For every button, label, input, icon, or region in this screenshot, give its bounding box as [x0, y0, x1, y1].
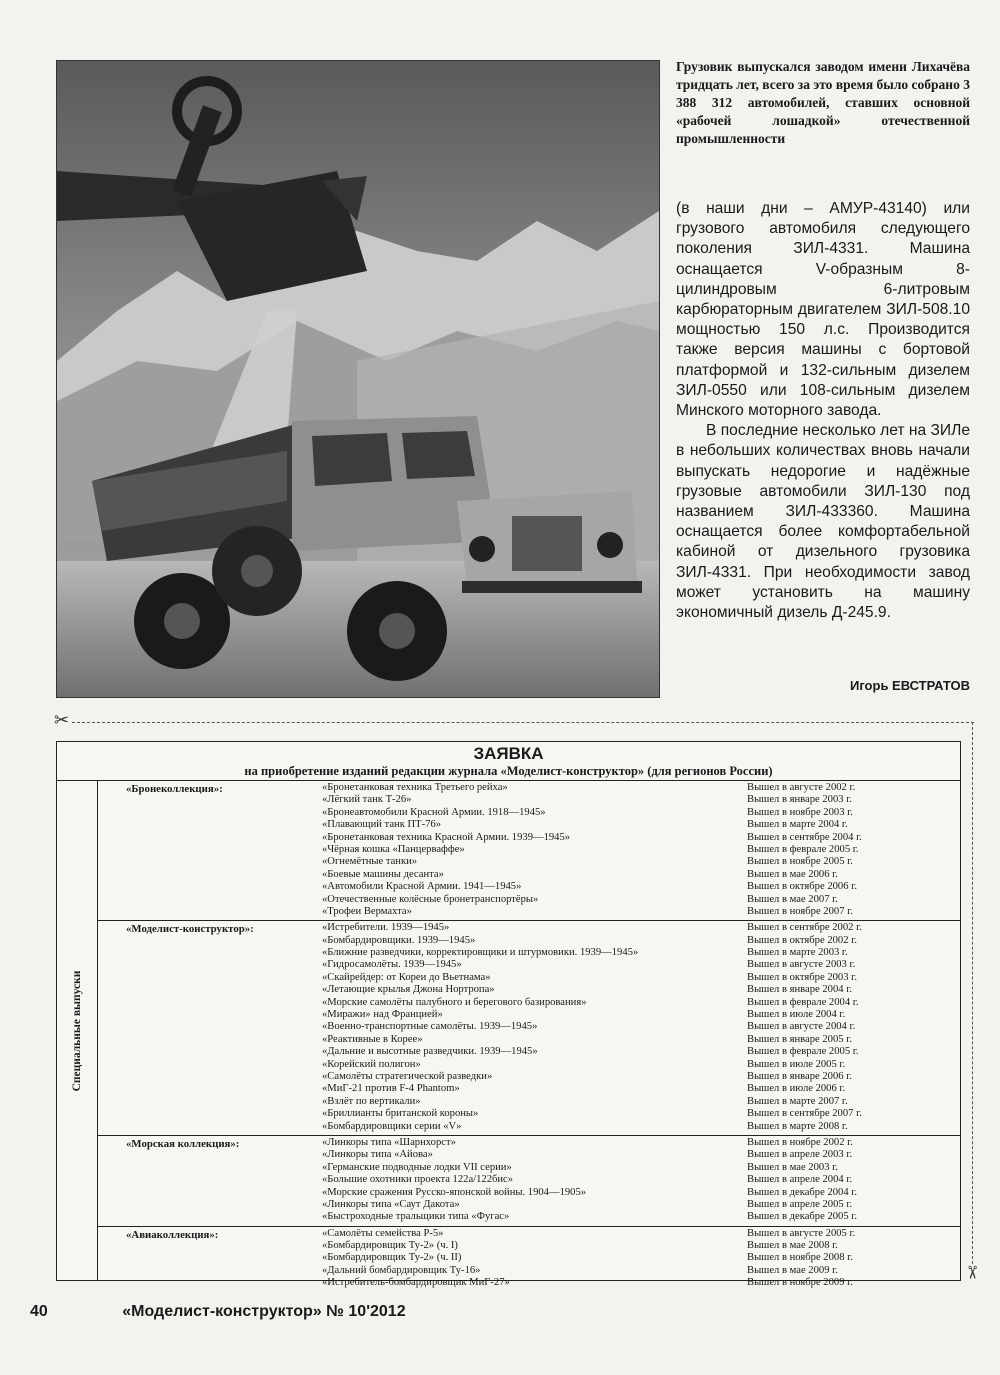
issue-date: Вышел в марте 2007 г. — [747, 1095, 848, 1107]
issue-title: «Трофеи Вермахта» — [322, 905, 412, 917]
issue-title: «Истребители. 1939—1945» — [322, 922, 450, 934]
paragraph: (в наши дни – АМУР-43140) или грузового автомобиля следующего поколения ЗИЛ-4331. Машина оснащается V-образным 8-цилиндровым 6-литровым карбюраторным двигателем ЗИЛ-508.10 мощностью 150 л.с. Производится также версия машины с бортовой платформой и 132-сильным дизелем ЗИЛ-0550 или 108-сильным дизелем Минского моторного завода. — [676, 200, 970, 420]
issue-date: Вышел в апреле 2003 г. — [747, 1149, 853, 1161]
issue-title: «Бронеавтомобили Красной Армии. 1918—1945» — [322, 806, 546, 818]
order-row — [98, 856, 960, 868]
issue-title: «Корейский полигон» — [322, 1058, 421, 1070]
order-row — [98, 881, 960, 893]
issue-title: «Линкоры типа «Айова» — [322, 1149, 433, 1161]
magazine-issue: «Моделист-конструктор» № 10'2012 — [122, 1303, 406, 1320]
issue-date: Вышел в мае 2003 г. — [747, 1161, 838, 1173]
order-title: ЗАЯВКА — [473, 744, 544, 763]
issue-date: Вышел в январе 2006 г. — [747, 1070, 853, 1082]
order-row — [98, 1252, 960, 1264]
order-row — [98, 1265, 960, 1277]
issue-date: Вышел в ноябре 2002 г. — [747, 1136, 853, 1148]
order-row — [98, 935, 960, 947]
issue-date: Вышел в июле 2005 г. — [747, 1058, 846, 1070]
order-row — [98, 1211, 960, 1223]
order-header — [57, 742, 960, 781]
page-number: 40 — [30, 1303, 48, 1320]
issue-title: «Линкоры типа «Шарнхорст» — [322, 1136, 456, 1148]
issue-title: «Чёрная кошка «Панцерваффе» — [322, 843, 465, 855]
order-row — [98, 1009, 960, 1021]
issue-date: Вышел в ноябре 2008 г. — [747, 1252, 853, 1264]
order-row — [98, 1059, 960, 1071]
order-row — [98, 959, 960, 971]
issue-date: Вышел в сентябре 2004 г. — [747, 831, 862, 843]
issue-date: Вышел в октябре 2006 г. — [747, 881, 857, 893]
order-row — [98, 997, 960, 1009]
issue-title: «Дальние и высотные разведчики. 1939—1945» — [322, 1046, 538, 1058]
issue-date: Вышел в ноябре 2003 г. — [747, 806, 853, 818]
order-group — [98, 1136, 960, 1227]
order-group — [98, 1227, 960, 1292]
order-row — [98, 1149, 960, 1161]
issue-title: «Бомбардировщики серии «V» — [322, 1120, 462, 1132]
issue-title: «МиГ-21 против F-4 Phantom» — [322, 1083, 460, 1095]
issue-title: «Плавающий танк ПТ-76» — [322, 819, 442, 831]
group-name: «Моделист-конструктор»: — [126, 923, 254, 936]
issue-title: «Бомбардировщики. 1939—1945» — [322, 934, 476, 946]
scissors-icon: ✂ — [54, 710, 70, 731]
issue-date: Вышел в феврале 2004 г. — [747, 996, 859, 1008]
issue-date: Вышел в сентябре 2007 г. — [747, 1108, 862, 1120]
truck-photo-illustration — [57, 61, 659, 697]
issue-title: «Большие охотники проекта 122а/122бис» — [322, 1174, 514, 1186]
article-body — [676, 199, 970, 623]
paragraph: В последние несколько лет на ЗИЛе в небольших количествах вновь начали выпускать недорогие и надёжные грузовые автомобили ЗИЛ-130 под названием ЗИЛ-433360. Машина оснащается более комфортабельной кабиной от дизельного грузовика ЗИЛ-4331. При необходимости завод может установить на машину экономичный дизель Д-245.9. — [676, 422, 971, 622]
issue-title: «Дальний бомбардировщик Ту-16» — [322, 1264, 481, 1276]
order-row — [98, 819, 960, 831]
issue-date: Вышел в марте 2004 г. — [747, 819, 848, 831]
issue-title: «Истребитель-бомбардировщик МиГ-27» — [322, 1277, 510, 1289]
order-form — [56, 741, 961, 1289]
issue-title: «Военно-транспортные самолёты. 1939—1945» — [322, 1021, 538, 1033]
issue-title: «Морские сражения Русско-японской войны. 1904—1905» — [322, 1186, 587, 1198]
order-groups — [98, 781, 960, 1289]
issue-date: Вышел в мае 2009 г. — [747, 1264, 838, 1276]
photo-caption: Грузовик выпускался заводом имени Лихачёва тридцать лет, всего за это время было собрано 3 388 312 автомобилей, ставших основной «рабочей лошадкой» отечественной промышленности — [676, 59, 970, 146]
order-row — [98, 922, 960, 934]
issue-date: Вышел в январе 2004 г. — [747, 984, 853, 996]
issue-title: «Отечественные колёсные бронетранспортёры» — [322, 893, 539, 905]
issue-title: «Бронетанковая техника Красной Армии. 1939—1945» — [322, 831, 571, 843]
issue-title: «Бомбардировщик Ту-2» (ч. I) — [322, 1240, 458, 1252]
issue-date: Вышел в июле 2004 г. — [747, 1009, 846, 1021]
issue-title: «Огнемётные танки» — [322, 856, 418, 868]
issue-title: «Гидросамолёты. 1939—1945» — [322, 959, 462, 971]
issue-date: Вышел в марте 2008 г. — [747, 1120, 848, 1132]
issue-title: «Взлёт по вертикали» — [322, 1095, 421, 1107]
issue-date: Вышел в январе 2005 г. — [747, 1033, 853, 1045]
issue-title: «Германские подводные лодки VII серии» — [322, 1161, 512, 1173]
issue-title: «Миражи» над Францией» — [322, 1009, 443, 1021]
author-byline: Игорь ЕВСТРАТОВ — [849, 678, 970, 693]
order-row — [98, 972, 960, 984]
order-row — [98, 1228, 960, 1240]
issue-title: «Боевые машины десанта» — [322, 868, 444, 880]
order-row — [98, 869, 960, 881]
order-row — [98, 807, 960, 819]
page-footer — [30, 1303, 406, 1321]
order-subtitle: на приобретение изданий редакции журнала «Моделист-конструктор» (для регионов России) — [244, 764, 773, 778]
order-group — [98, 921, 960, 1136]
issue-title: «Самолёты стратегической разведки» — [322, 1070, 493, 1082]
order-row — [98, 1121, 960, 1133]
order-group — [98, 781, 960, 921]
order-row — [98, 1108, 960, 1120]
issue-title: «Ближние разведчики, корректировщики и штурмовики. 1939—1945» — [322, 947, 639, 959]
issue-title: «Бомбардировщик Ту-2» (ч. II) — [322, 1252, 462, 1264]
issue-date: Вышел в марте 2003 г. — [747, 947, 848, 959]
issue-date: Вышел в апреле 2004 г. — [747, 1174, 853, 1186]
issue-title: «Самолёты семейства Р-5» — [322, 1227, 444, 1239]
issue-title: «Летающие крылья Джона Нортропа» — [322, 984, 495, 996]
order-row — [98, 947, 960, 959]
order-row — [98, 1071, 960, 1083]
issue-date: Вышел в апреле 2005 г. — [747, 1198, 853, 1210]
issue-title: «Реактивные в Корее» — [322, 1033, 423, 1045]
order-row — [98, 832, 960, 844]
issue-date: Вышел в августе 2002 г. — [747, 782, 856, 793]
issue-date: Вышел в ноябре 2007 г. — [747, 905, 853, 917]
issue-title: «Линкоры типа «Саут Дакота» — [322, 1198, 460, 1210]
order-row — [98, 1083, 960, 1095]
issue-date: Вышел в сентябре 2002 г. — [747, 922, 862, 934]
issue-date: Вышел в июле 2006 г. — [747, 1083, 846, 1095]
order-row — [98, 782, 960, 794]
order-row — [98, 1046, 960, 1058]
order-row — [98, 1034, 960, 1046]
order-row — [98, 1021, 960, 1033]
group-name: «Бронеколлекция»: — [126, 783, 223, 795]
issue-title: «Скайрейдер: от Кореи до Вьетнама» — [322, 971, 491, 983]
order-row — [98, 1174, 960, 1186]
order-row — [98, 794, 960, 806]
issue-date: Вышел в декабре 2005 г. — [747, 1211, 858, 1223]
group-name: «Авиаколлекция»: — [126, 1228, 219, 1241]
order-row — [98, 984, 960, 996]
issue-date: Вышел в ноябре 2005 г. — [747, 856, 853, 868]
side-label: Специальные выпуски — [71, 970, 83, 1091]
order-row — [98, 894, 960, 906]
issue-title: «Быстроходные тральщики типа «Фугас» — [322, 1211, 510, 1223]
issue-date: Вышел в августе 2004 г. — [747, 1021, 856, 1033]
order-row — [98, 1277, 960, 1289]
issue-date: Вышел в феврале 2005 г. — [747, 843, 859, 855]
order-row — [98, 1162, 960, 1174]
order-row — [98, 1187, 960, 1199]
issue-date: Вышел в октябре 2003 г. — [747, 971, 857, 983]
cut-line-vertical — [972, 722, 973, 1264]
order-row — [98, 1199, 960, 1211]
issue-title: «Автомобили Красной Армии. 1941—1945» — [322, 881, 522, 893]
scissors-icon: ✂ — [961, 1264, 983, 1281]
issue-date: Вышел в январе 2003 г. — [747, 794, 853, 806]
order-row — [98, 844, 960, 856]
issue-date: Вышел в октябре 2002 г. — [747, 934, 857, 946]
cut-line — [72, 722, 974, 723]
issue-title: «Бронетанковая техника Третьего рейха» — [322, 782, 508, 793]
issue-title: «Бриллианты британской короны» — [322, 1108, 479, 1120]
order-row — [98, 906, 960, 918]
issue-date: Вышел в мае 2007 г. — [747, 893, 838, 905]
group-name: «Морская коллекция»: — [126, 1137, 240, 1150]
issue-date: Вышел в мае 2008 г. — [747, 1240, 838, 1252]
issue-date: Вышел в феврале 2005 г. — [747, 1046, 859, 1058]
order-row — [98, 1096, 960, 1108]
issue-title: «Морские самолёты палубного и берегового базирования» — [322, 996, 587, 1008]
issue-date: Вышел в декабре 2004 г. — [747, 1186, 858, 1198]
side-label-cell — [57, 781, 98, 1280]
issue-title: «Лёгкий танк Т-26» — [322, 794, 412, 806]
truck-photo — [56, 60, 660, 698]
issue-date: Вышел в августе 2003 г. — [747, 959, 856, 971]
order-row — [98, 1240, 960, 1252]
order-row — [98, 1137, 960, 1149]
issue-date: Вышел в ноябре 2009 г. — [747, 1277, 853, 1289]
issue-date: Вышел в мае 2006 г. — [747, 868, 838, 880]
issue-date: Вышел в августе 2005 г. — [747, 1227, 856, 1239]
